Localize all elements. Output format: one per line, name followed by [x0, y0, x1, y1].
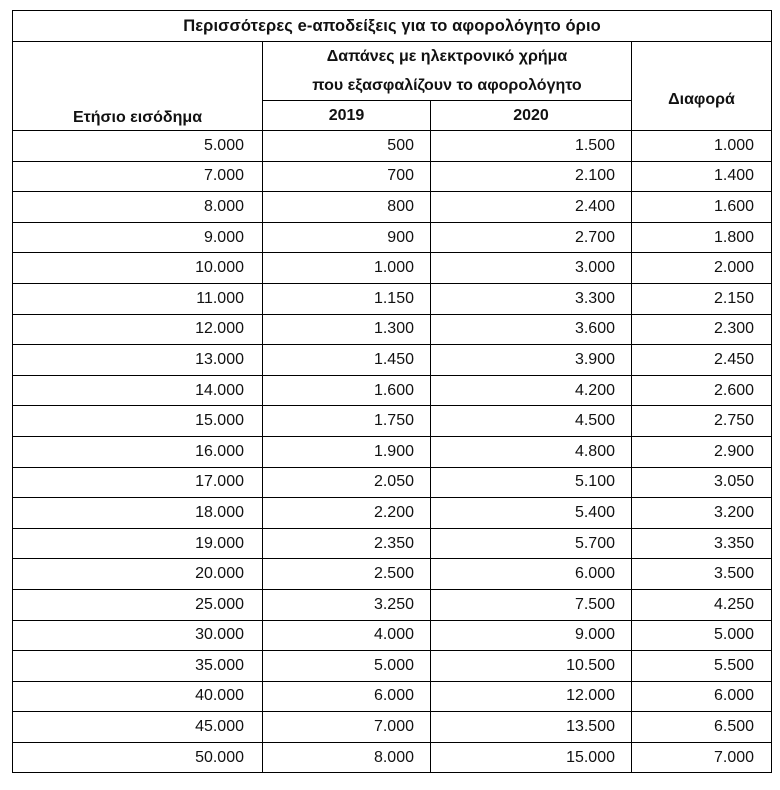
cell-spending-2020: 13.500 — [431, 712, 632, 743]
cell-difference: 2.300 — [632, 314, 772, 345]
cell-spending-2020: 9.000 — [431, 620, 632, 651]
cell-spending-2019: 500 — [263, 131, 431, 162]
cell-difference: 2.150 — [632, 283, 772, 314]
cell-spending-2019: 1.600 — [263, 375, 431, 406]
cell-difference: 5.000 — [632, 620, 772, 651]
cell-income: 5.000 — [13, 131, 263, 162]
cell-spending-2020: 12.000 — [431, 681, 632, 712]
cell-spending-2020: 6.000 — [431, 559, 632, 590]
cell-income: 17.000 — [13, 467, 263, 498]
cell-spending-2019: 4.000 — [263, 620, 431, 651]
tax-receipts-table — [12, 10, 772, 773]
cell-income: 50.000 — [13, 742, 263, 773]
cell-difference: 2.900 — [632, 436, 772, 467]
cell-difference: 3.050 — [632, 467, 772, 498]
cell-spending-2020: 7.500 — [431, 589, 632, 620]
cell-spending-2020: 3.600 — [431, 314, 632, 345]
cell-spending-2019: 1.900 — [263, 436, 431, 467]
table-row — [13, 314, 772, 345]
cell-spending-2020: 4.500 — [431, 406, 632, 437]
cell-spending-2019: 1.450 — [263, 345, 431, 376]
cell-income: 20.000 — [13, 559, 263, 590]
table-row — [13, 283, 772, 314]
cell-income: 15.000 — [13, 406, 263, 437]
table-row — [13, 467, 772, 498]
cell-difference: 1.400 — [632, 161, 772, 192]
cell-difference: 4.250 — [632, 589, 772, 620]
cell-difference: 2.000 — [632, 253, 772, 284]
cell-spending-2019: 1.300 — [263, 314, 431, 345]
cell-spending-2019: 2.200 — [263, 498, 431, 529]
table-row — [13, 620, 772, 651]
table-row — [13, 712, 772, 743]
cell-difference: 3.200 — [632, 498, 772, 529]
cell-spending-2020: 2.700 — [431, 222, 632, 253]
header-year-2020: 2020 — [431, 101, 632, 131]
cell-difference: 3.350 — [632, 528, 772, 559]
cell-income: 13.000 — [13, 345, 263, 376]
cell-difference: 1.000 — [632, 131, 772, 162]
cell-spending-2020: 2.400 — [431, 192, 632, 223]
cell-difference: 1.600 — [632, 192, 772, 223]
header-row — [13, 42, 772, 101]
cell-spending-2020: 5.100 — [431, 467, 632, 498]
cell-spending-2019: 1.750 — [263, 406, 431, 437]
cell-difference: 3.500 — [632, 559, 772, 590]
cell-income: 11.000 — [13, 283, 263, 314]
table-row — [13, 681, 772, 712]
cell-income: 14.000 — [13, 375, 263, 406]
cell-spending-2019: 5.000 — [263, 651, 431, 682]
header-spending-line1: Δαπάνες με ηλεκτρονικό χρήμα — [326, 48, 568, 65]
cell-income: 9.000 — [13, 222, 263, 253]
header-spending — [263, 42, 632, 101]
header-annual-income: Ετήσιο εισόδημα — [13, 42, 263, 131]
cell-spending-2020: 3.900 — [431, 345, 632, 376]
cell-spending-2019: 6.000 — [263, 681, 431, 712]
cell-difference: 6.500 — [632, 712, 772, 743]
cell-spending-2020: 5.400 — [431, 498, 632, 529]
cell-spending-2020: 1.500 — [431, 131, 632, 162]
cell-spending-2019: 1.150 — [263, 283, 431, 314]
table-row — [13, 192, 772, 223]
cell-income: 10.000 — [13, 253, 263, 284]
cell-income: 16.000 — [13, 436, 263, 467]
cell-spending-2020: 4.800 — [431, 436, 632, 467]
table-row — [13, 528, 772, 559]
header-year-2019: 2019 — [263, 101, 431, 131]
table-title: Περισσότερες e-αποδείξεις για το αφορολόγητο όριο — [13, 11, 772, 42]
table-row — [13, 131, 772, 162]
cell-income: 7.000 — [13, 161, 263, 192]
cell-income: 12.000 — [13, 314, 263, 345]
cell-income: 18.000 — [13, 498, 263, 529]
cell-difference: 1.800 — [632, 222, 772, 253]
cell-difference: 2.600 — [632, 375, 772, 406]
cell-difference: 2.750 — [632, 406, 772, 437]
cell-spending-2019: 7.000 — [263, 712, 431, 743]
cell-spending-2019: 2.050 — [263, 467, 431, 498]
table-row — [13, 161, 772, 192]
cell-income: 8.000 — [13, 192, 263, 223]
cell-income: 45.000 — [13, 712, 263, 743]
table-row — [13, 742, 772, 773]
cell-spending-2019: 900 — [263, 222, 431, 253]
cell-difference: 7.000 — [632, 742, 772, 773]
table-row — [13, 345, 772, 376]
cell-income: 30.000 — [13, 620, 263, 651]
cell-spending-2019: 2.350 — [263, 528, 431, 559]
cell-spending-2020: 5.700 — [431, 528, 632, 559]
table-row — [13, 375, 772, 406]
cell-income: 25.000 — [13, 589, 263, 620]
cell-spending-2020: 4.200 — [431, 375, 632, 406]
table-row — [13, 651, 772, 682]
cell-difference: 6.000 — [632, 681, 772, 712]
cell-income: 35.000 — [13, 651, 263, 682]
cell-spending-2020: 3.300 — [431, 283, 632, 314]
cell-spending-2019: 8.000 — [263, 742, 431, 773]
table-row — [13, 222, 772, 253]
header-spending-line2: που εξασφαλίζουν το αφορολόγητο — [312, 77, 582, 94]
cell-spending-2019: 3.250 — [263, 589, 431, 620]
cell-difference: 5.500 — [632, 651, 772, 682]
table-row — [13, 589, 772, 620]
cell-spending-2020: 3.000 — [431, 253, 632, 284]
table-row — [13, 253, 772, 284]
cell-income: 40.000 — [13, 681, 263, 712]
cell-spending-2020: 2.100 — [431, 161, 632, 192]
table-row — [13, 436, 772, 467]
cell-spending-2019: 2.500 — [263, 559, 431, 590]
cell-spending-2020: 15.000 — [431, 742, 632, 773]
table-row — [13, 406, 772, 437]
cell-spending-2020: 10.500 — [431, 651, 632, 682]
cell-spending-2019: 700 — [263, 161, 431, 192]
title-row — [13, 11, 772, 42]
header-difference: Διαφορά — [632, 42, 772, 131]
table-row — [13, 559, 772, 590]
cell-spending-2019: 1.000 — [263, 253, 431, 284]
cell-spending-2019: 800 — [263, 192, 431, 223]
cell-difference: 2.450 — [632, 345, 772, 376]
cell-income: 19.000 — [13, 528, 263, 559]
table-row — [13, 498, 772, 529]
